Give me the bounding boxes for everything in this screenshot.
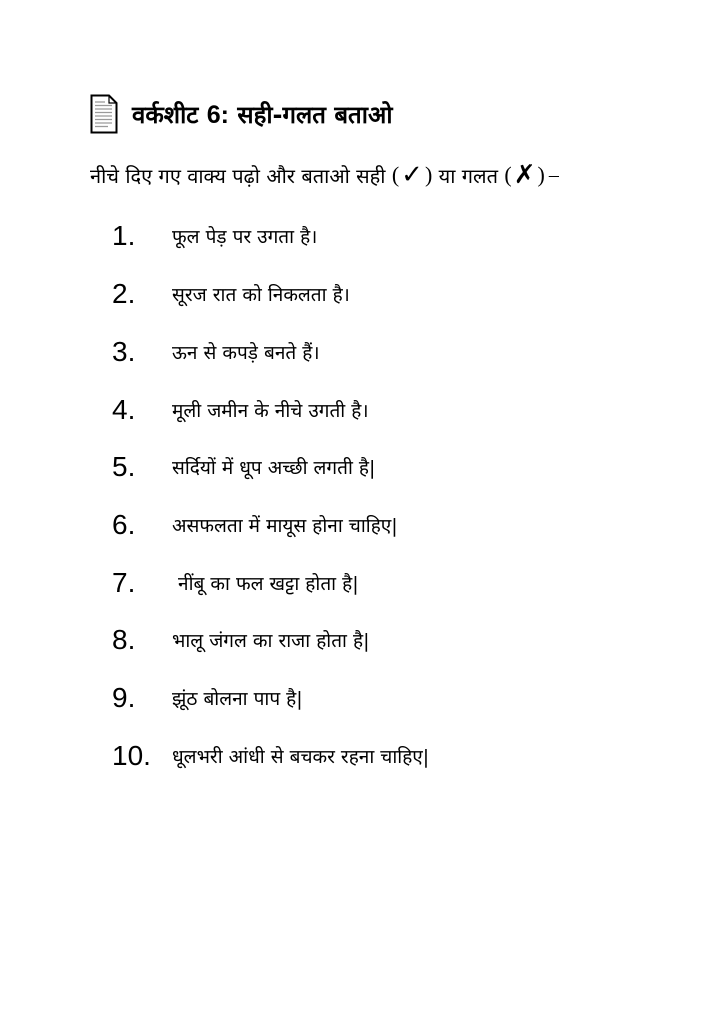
- cross-icon: ✗: [513, 160, 536, 190]
- title-suffix: सही-गलत बताओ: [237, 100, 393, 129]
- question-item: [112, 736, 429, 776]
- document-icon: [90, 94, 118, 134]
- instruction-text: नीचे दिए गए वाक्य पढ़ो और बताओ सही: [90, 163, 386, 188]
- question-item: [112, 620, 370, 660]
- paren-open-2: (: [504, 162, 512, 187]
- question-text: भालू जंगल का राजा होता है|: [172, 630, 370, 652]
- title-prefix: वर्कशीट: [132, 100, 199, 129]
- question-item: [112, 447, 375, 487]
- question-text: नींबू का फल खट्टा होता है|: [172, 573, 359, 595]
- title-text: [132, 98, 393, 131]
- question-text: फूल पेड़ पर उगता है।: [172, 226, 318, 248]
- question-item: [112, 216, 317, 256]
- dash: –: [548, 163, 559, 186]
- question-text: मूली जमीन के नीचे उगती है।: [172, 400, 369, 422]
- question-text: सर्दियों में धूप अच्छी लगती है|: [172, 457, 376, 479]
- question-item: [112, 563, 359, 603]
- instruction-text-middle: या गलत: [438, 163, 499, 188]
- title-number: 6:: [206, 100, 230, 129]
- question-text: झूंठ बोलना पाप है|: [172, 688, 303, 710]
- question-number: 7.: [112, 567, 136, 598]
- question-number: 6.: [112, 509, 136, 540]
- question-item: [112, 678, 303, 718]
- question-number: 4.: [112, 394, 136, 425]
- instruction-line: [90, 160, 559, 190]
- question-item: [112, 390, 369, 430]
- question-number: 9.: [112, 682, 136, 713]
- question-item: [112, 505, 398, 545]
- question-item: [112, 332, 320, 372]
- paren-close-2: ): [537, 162, 545, 187]
- question-number: 10.: [112, 740, 151, 771]
- paren-close: ): [424, 162, 433, 187]
- paren-open: (: [391, 162, 400, 187]
- checkmark-icon: ✓: [401, 160, 423, 190]
- worksheet-title: [90, 92, 393, 136]
- question-number: 3.: [112, 336, 136, 367]
- question-text: धूलभरी आंधी से बचकर रहना चाहिए|: [172, 746, 430, 768]
- question-text: असफलता में मायूस होना चाहिए|: [172, 515, 398, 537]
- question-number: 2.: [112, 278, 136, 309]
- question-number: 1.: [112, 220, 136, 251]
- question-item: [112, 274, 350, 314]
- question-text: सूरज रात को निकलता है।: [172, 284, 350, 306]
- question-number: 8.: [112, 624, 136, 655]
- question-text: ऊन से कपड़े बनते हैं।: [172, 342, 320, 364]
- question-number: 5.: [112, 451, 136, 482]
